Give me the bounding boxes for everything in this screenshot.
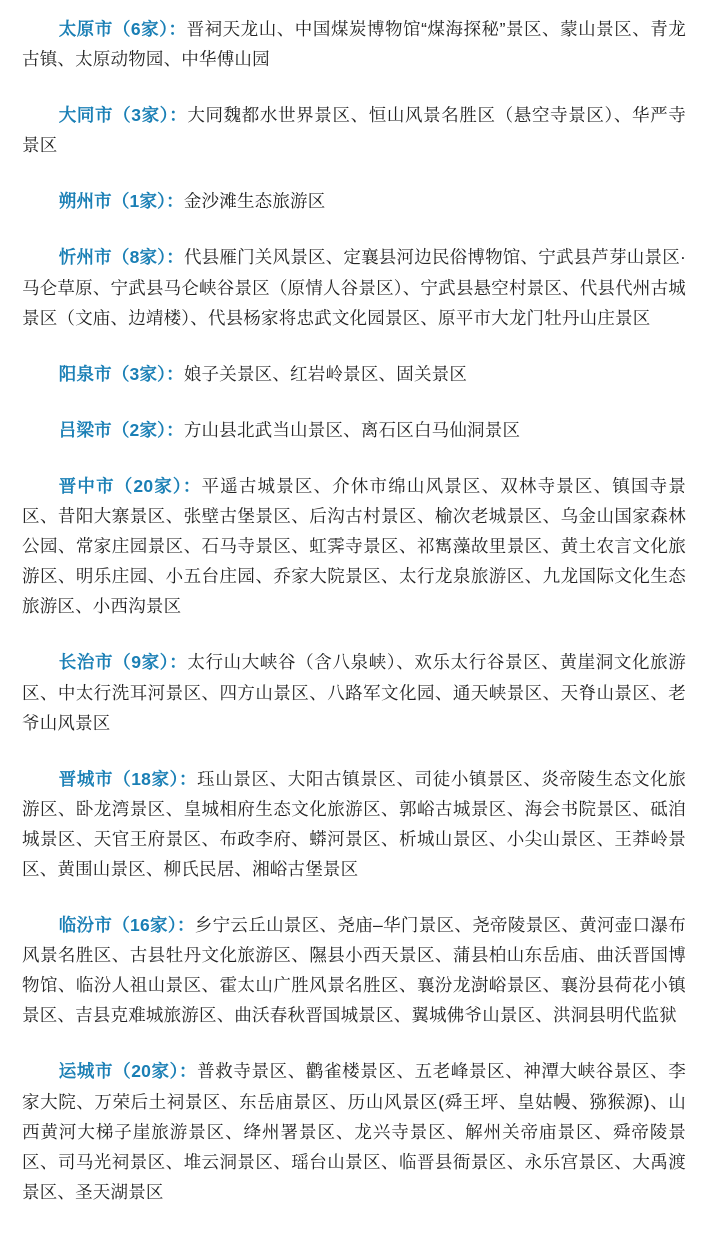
- list-entry: [22, 100, 686, 160]
- scenic-area-items: 代县雁门关风景区、定襄县河边民俗博物馆、宁武县芦芽山景区·马仑草原、宁武县马仑峡谷景区（原情人谷景区）、宁武县悬空村景区、代县代州古城景区（文庙、边靖楼）、代县杨家将忠武文化园景区、原平市大龙门牡丹山庄景区: [22, 247, 686, 328]
- scenic-area-items: 晋祠天龙山、中国煤炭博物馆“煤海探秘”景区、蒙山景区、青龙古镇、太原动物园、中华傅山园: [22, 19, 687, 70]
- city-separator: ：: [169, 652, 188, 673]
- list-entry: [22, 647, 686, 737]
- city-heading: 忻州市（8家）: [58, 247, 167, 268]
- city-separator: ：: [168, 19, 187, 39]
- city-heading: 运城市（20家）: [58, 1061, 180, 1082]
- city-heading: 朔州市（1家）: [58, 191, 167, 212]
- city-heading: 临汾市（16家）: [58, 915, 177, 936]
- city-separator: ：: [166, 363, 184, 384]
- scenic-area-items: 乡宁云丘山景区、尧庙–华门景区、尧帝陵景区、黄河壶口瀑布风景名胜区、古县牡丹文化旅游区、隰县小西天景区、蒲县柏山东岳庙、曲沃晋国博物馆、临汾人祖山景区、霍太山广胜风景名胜区、襄汾龙澍峪景区、襄汾县荷花小镇景区、吉县克难城旅游区、曲沃春秋晋国城景区、翼城佛爷山景区、洪洞县明代监狱: [22, 915, 686, 1026]
- list-entry: [22, 471, 686, 621]
- city-separator: ：: [176, 915, 195, 936]
- scenic-area-items: 方山县北武当山景区、离石区白马仙洞景区: [183, 419, 521, 440]
- list-entry: [22, 14, 686, 74]
- city-separator: ：: [179, 1061, 198, 1082]
- city-heading: 阳泉市（3家）: [58, 363, 167, 384]
- scenic-area-items: 娘子关景区、红岩岭景区、固关景区: [183, 363, 468, 384]
- scenic-area-items: 太行山大峡谷（含八泉峡）、欢乐太行谷景区、黄崖洞文化旅游区、中太行洗耳河景区、四方山景区、八路军文化园、通天峡景区、天脊山景区、老爷山风景区: [22, 652, 686, 733]
- city-heading: 太原市（6家）: [58, 19, 169, 39]
- list-entry: [22, 359, 686, 389]
- city-heading: 吕梁市（2家）: [58, 419, 167, 440]
- city-separator: ：: [166, 191, 184, 212]
- city-heading: 晋中市（20家）: [58, 475, 183, 496]
- city-heading: 晋城市（18家）: [58, 768, 180, 789]
- city-heading: 长治市（9家）: [58, 652, 170, 673]
- scenic-area-items: 珏山景区、大阳古镇景区、司徒小镇景区、炎帝陵生态文化旅游区、卧龙湾景区、皇城相府生态文化旅游区、郭峪古城景区、海会书院景区、砥洎城景区、天官王府景区、布政李府、蟒河景区、析城山景区、小尖山景区、王莽岭景区、黄围山景区、柳氏民居、湘峪古堡景区: [22, 768, 686, 879]
- list-entry: [22, 242, 686, 332]
- scenic-area-items: 金沙滩生态旅游区: [183, 191, 326, 212]
- city-separator: ：: [182, 475, 202, 496]
- list-entry: [22, 186, 686, 216]
- scenic-area-items: 平遥古城景区、介休市绵山风景区、双林寺景区、镇国寺景区、昔阳大寨景区、张壁古堡景区、后沟古村景区、榆次老城景区、乌金山国家森林公园、常家庄园景区、石马寺景区、虹霁寺景区、祁寯藻故里景区、黄土农言文化旅游区、明乐庄园、小五台庄园、乔家大院景区、太行龙泉旅游区、九龙国际文化生态旅游区、小西沟景区: [22, 475, 686, 617]
- list-entry: [22, 1056, 686, 1206]
- scenic-area-items: 大同魏都水世界景区、恒山风景名胜区（悬空寺景区）、华严寺景区: [22, 105, 686, 156]
- list-entry: [22, 764, 686, 884]
- city-separator: ：: [166, 419, 184, 440]
- city-heading: 大同市（3家）: [58, 105, 170, 126]
- list-entry: [22, 415, 686, 445]
- city-separator: ：: [166, 247, 184, 268]
- city-separator: ：: [179, 768, 198, 789]
- list-entry: [22, 910, 686, 1030]
- city-separator: ：: [169, 105, 188, 126]
- scenic-area-items: 普救寺景区、鹳雀楼景区、五老峰景区、神潭大峡谷景区、李家大院、万荣后土祠景区、东岳庙景区、历山风景区(舜王坪、皇姑幔、猕猴源)、山西黄河大梯子崖旅游景区、绛州署景区、龙兴寺景区、解州关帝庙景区、舜帝陵景区、司马光祠景区、堆云洞景区、瑶台山景区、临晋县衙景区、永乐宫景区、大禹渡景区、圣天湖景区: [22, 1061, 686, 1202]
